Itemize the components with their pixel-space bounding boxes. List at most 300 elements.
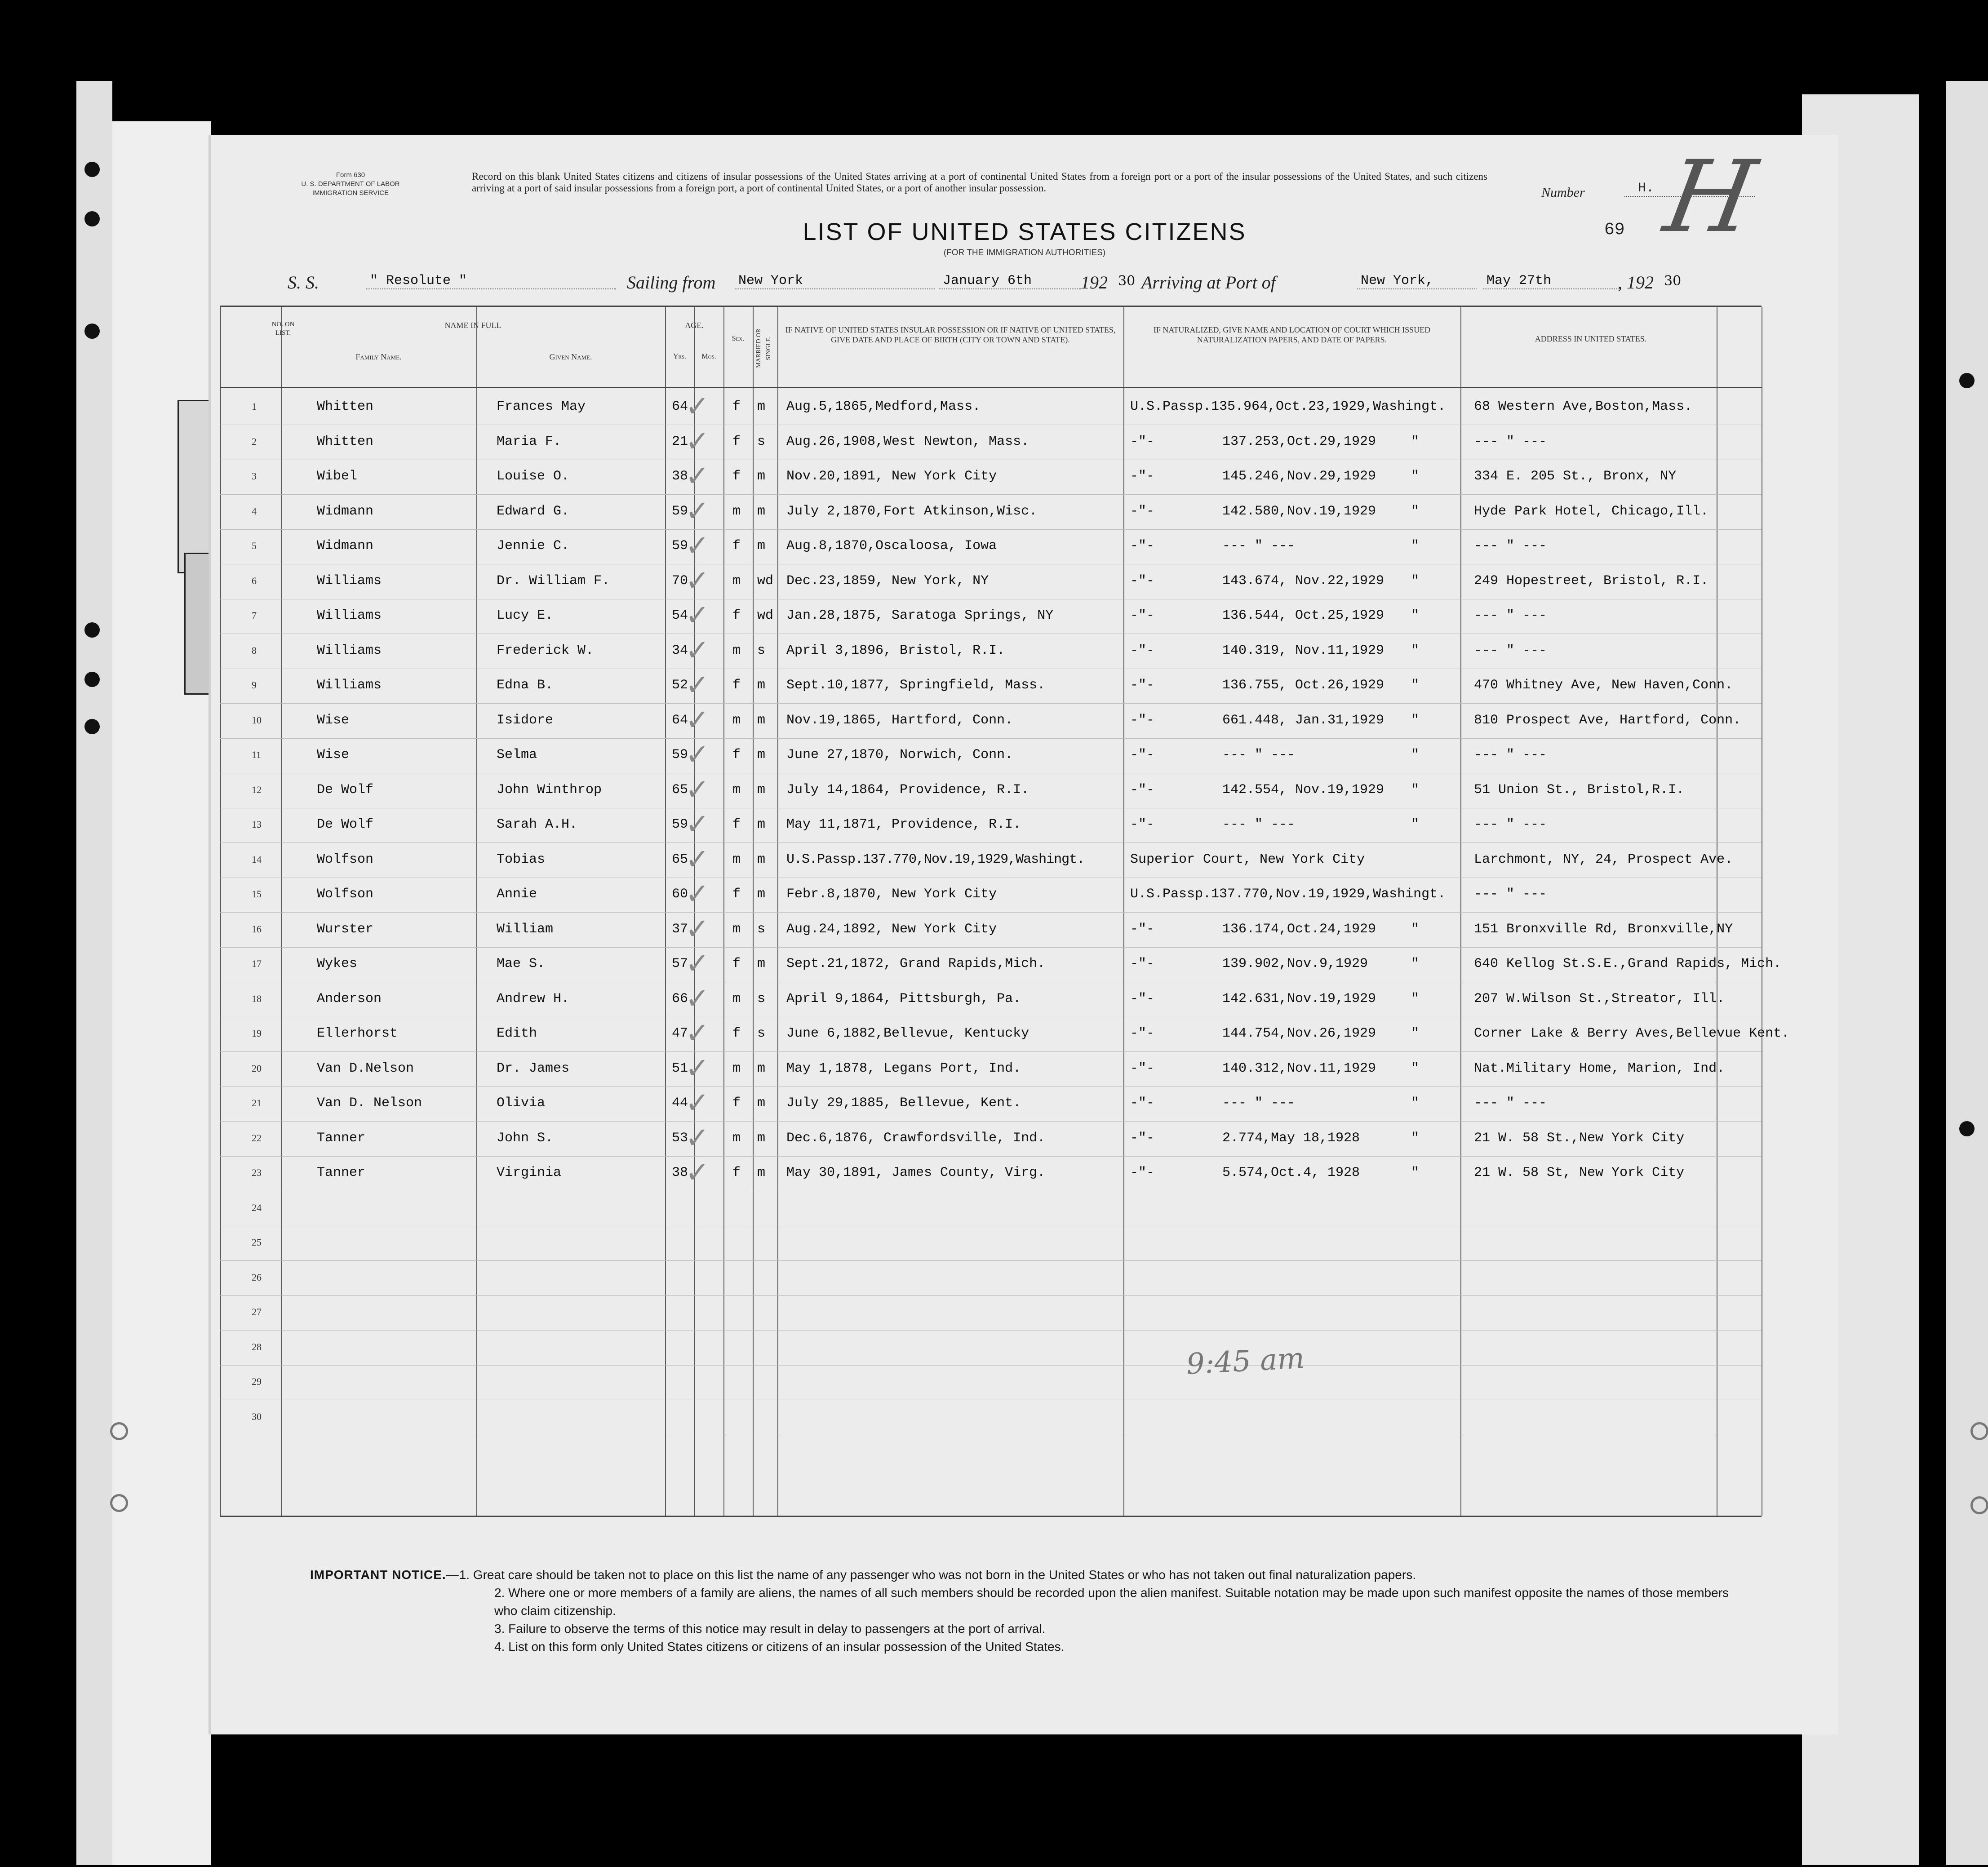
marital-status: s <box>757 434 766 449</box>
binder-hole <box>1959 373 1975 388</box>
address: Hyde Park Hotel, Chicago,Ill. <box>1474 503 1709 519</box>
family-name: De Wolf <box>317 817 374 832</box>
row-number: 28 <box>252 1341 262 1353</box>
check-mark-icon: ✓ <box>685 564 710 598</box>
check-mark-icon: ✓ <box>685 843 710 876</box>
address: 470 Whitney Ave, New Haven,Conn. <box>1474 678 1733 693</box>
manifest-sheet <box>211 135 1838 1734</box>
table-row <box>220 982 1762 1017</box>
ditto-mark: " <box>1411 1026 1420 1041</box>
ditto-mark: " <box>1411 817 1420 832</box>
binder-hole <box>84 622 100 638</box>
form-number: Form 630 <box>336 171 365 179</box>
naturalization-papers: --- " --- <box>1222 538 1296 554</box>
table-row <box>220 1156 1762 1191</box>
address: 151 Bronxville Rd, Bronxville,NY <box>1474 921 1733 937</box>
arriving-label: Arriving at Port of <box>1141 272 1276 293</box>
departure-year: 30 <box>1118 273 1136 289</box>
number-label: Number <box>1541 185 1585 200</box>
check-mark-icon: ✓ <box>685 912 710 946</box>
age-years: 59 <box>672 503 688 519</box>
birth-info: U.S.Passp.137.770,Nov.19,1929,Washingt. <box>786 851 1085 867</box>
ditto-mark: " <box>1411 1130 1420 1146</box>
notice-item-2: 2. Where one or more members of a family are aliens, the names of all such members should be recorded upon the alien manifest. Suitable notation may be made upon such manifest opposite the names of those members who claim citizenship. <box>494 1586 1729 1618</box>
row-number: 18 <box>252 993 262 1004</box>
row-number: 4 <box>252 505 257 517</box>
naturalization-ref: -"- <box>1130 921 1155 937</box>
given-name: Selma <box>497 747 537 763</box>
marital-status: m <box>757 503 766 519</box>
sex: f <box>732 747 741 763</box>
ditto-mark: " <box>1411 1165 1420 1180</box>
family-name: Wolfson <box>317 887 374 902</box>
address: 21 W. 58 St.,New York City <box>1474 1130 1685 1146</box>
age-years: 54 <box>672 608 688 623</box>
given-name: Mae S. <box>497 956 546 971</box>
naturalization-ref: -"- <box>1130 503 1155 519</box>
table-row <box>220 1122 1762 1157</box>
marital-status: m <box>757 817 766 832</box>
birth-info: July 29,1885, Bellevue, Kent. <box>786 1095 1021 1111</box>
table-row <box>220 843 1762 878</box>
row-number: 27 <box>252 1306 262 1317</box>
naturalization-ref: -"- <box>1130 538 1155 554</box>
family-name: Williams <box>317 573 382 589</box>
family-name: Ellerhorst <box>317 1026 398 1041</box>
header-family-name: Family Name. <box>355 352 402 361</box>
birth-info: Aug.24,1892, New York City <box>786 921 997 937</box>
notice-item-3: 3. Failure to observe the terms of this notice may result in delay to passengers at the port of arrival. <box>494 1622 1046 1636</box>
row-number: 9 <box>252 679 257 691</box>
ss-label: S. S. <box>288 272 319 293</box>
age-years: 66 <box>672 991 688 1007</box>
row-number: 13 <box>252 819 262 830</box>
given-name: Olivia <box>497 1095 546 1111</box>
given-name: Frederick W. <box>497 643 594 658</box>
given-name: Louise O. <box>497 469 570 484</box>
address: 207 W.Wilson St.,Streator, Ill. <box>1474 991 1725 1007</box>
row-number: 8 <box>252 644 257 656</box>
sex: m <box>732 782 741 798</box>
row-number: 10 <box>252 714 262 726</box>
header-months: Mos. <box>701 353 716 360</box>
age-years: 37 <box>672 921 688 937</box>
sex: f <box>732 1026 741 1041</box>
address: Nat.Military Home, Marion, Ind. <box>1474 1060 1725 1076</box>
address: --- " --- <box>1474 538 1547 554</box>
row-number: 7 <box>252 610 257 621</box>
notice-lead: IMPORTANT NOTICE.— <box>310 1568 459 1582</box>
sex: f <box>732 956 741 971</box>
birth-info: Febr.8,1870, New York City <box>786 887 997 902</box>
birth-info: May 1,1878, Legans Port, Ind. <box>786 1060 1021 1076</box>
given-name: Edward G. <box>497 503 570 519</box>
handwritten-letter: H <box>1657 139 1764 254</box>
naturalization-ref: -"- <box>1130 608 1155 623</box>
family-name: Williams <box>317 608 382 623</box>
age-years: 52 <box>672 678 688 693</box>
given-name: Dr. James <box>497 1060 570 1076</box>
table-row <box>220 1052 1762 1087</box>
row-number: 20 <box>252 1062 262 1074</box>
check-mark-icon: ✓ <box>685 738 710 772</box>
table-row <box>220 1191 1762 1226</box>
check-mark-icon: ✓ <box>685 773 710 807</box>
address: 334 E. 205 St., Bronx, NY <box>1474 469 1677 484</box>
table-row <box>220 529 1762 564</box>
given-name: Maria F. <box>497 434 562 449</box>
birth-info: Dec.23,1859, New York, NY <box>786 573 989 589</box>
age-years: 44 <box>672 1095 688 1111</box>
sex: m <box>732 1130 741 1146</box>
table-row <box>220 738 1762 773</box>
naturalization-ref: -"- <box>1130 1095 1155 1111</box>
sex: f <box>732 678 741 693</box>
binder-hole <box>84 672 100 687</box>
age-years: 60 <box>672 887 688 902</box>
header-years: Yrs. <box>673 353 686 360</box>
header-age: AGE. <box>685 321 704 330</box>
binder-ring <box>1970 1422 1988 1440</box>
naturalization-papers: 142.580,Nov.19,1929 <box>1222 503 1376 519</box>
header-sex: Sex. <box>732 335 745 342</box>
check-mark-icon: ✓ <box>685 390 710 423</box>
sex: f <box>732 887 741 902</box>
sex: f <box>732 608 741 623</box>
row-number: 23 <box>252 1167 262 1178</box>
naturalization-papers: --- " --- <box>1222 747 1296 763</box>
check-mark-icon: ✓ <box>685 634 710 667</box>
row-number: 22 <box>252 1132 262 1144</box>
page-title: LIST OF UNITED STATES CITIZENS <box>803 218 1247 245</box>
table-row <box>220 1330 1762 1366</box>
naturalization-ref: -"- <box>1130 434 1155 449</box>
marital-status: m <box>757 469 766 484</box>
ditto-mark: " <box>1411 678 1420 693</box>
naturalization-ref: -"- <box>1130 712 1155 728</box>
naturalization-ref: -"- <box>1130 1130 1155 1146</box>
service-name: IMMIGRATION SERVICE <box>312 189 389 197</box>
left-binder-strip <box>76 81 112 1865</box>
marital-status: m <box>757 399 766 414</box>
address: --- " --- <box>1474 608 1547 623</box>
binder-hole <box>84 211 100 226</box>
marital-status: m <box>757 851 766 867</box>
header-birth: IF NATIVE OF UNITED STATES INSULAR POSSESSION OR IF NATIVE OF UNITED STATES, GIVE DATE AND PLACE OF BIRTH (CITY OR TOWN AND STATE). <box>785 325 1116 344</box>
table-row <box>220 390 1762 425</box>
check-mark-icon: ✓ <box>685 703 710 737</box>
check-mark-icon: ✓ <box>685 947 710 980</box>
departure-port: New York <box>735 273 935 289</box>
address: --- " --- <box>1474 434 1547 449</box>
notice-item-1: 1. Great care should be taken not to place on this list the name of any passenger who was not born in the United States or who has not taken out final naturalization papers. <box>459 1568 1416 1582</box>
naturalization-ref: U.S.Passp.137.770,Nov.19,1929,Washingt. <box>1130 887 1446 902</box>
naturalization-ref: -"- <box>1130 956 1155 971</box>
pencil-annotation: 9:45 am <box>1185 1342 1305 1381</box>
departure-date: January 6th <box>939 273 1081 289</box>
ditto-mark: " <box>1411 469 1420 484</box>
birth-info: Jan.28,1875, Saratoga Springs, NY <box>786 608 1054 623</box>
naturalization-ref: -"- <box>1130 747 1155 763</box>
age-years: 34 <box>672 643 688 658</box>
naturalization-papers: 143.674, Nov.22,1929 <box>1222 573 1384 589</box>
marital-status: m <box>757 1095 766 1111</box>
arrival-date: May 27th <box>1483 273 1620 289</box>
table-row <box>220 947 1782 982</box>
check-mark-icon: ✓ <box>685 599 710 632</box>
address: Corner Lake & Berry Aves,Bellevue Kent. <box>1474 1026 1790 1041</box>
sex: f <box>732 538 741 554</box>
given-name: Virginia <box>497 1165 562 1180</box>
family-name: Williams <box>317 643 382 658</box>
age-years: 70 <box>672 573 688 589</box>
family-name: Wibel <box>317 469 358 484</box>
naturalization-ref: -"- <box>1130 678 1155 693</box>
table-row <box>220 1400 1762 1435</box>
check-mark-icon: ✓ <box>685 808 710 841</box>
row-number: 21 <box>252 1097 262 1109</box>
ditto-mark: " <box>1411 782 1420 798</box>
table-row <box>220 669 1762 704</box>
table-row <box>220 495 1762 530</box>
address: --- " --- <box>1474 817 1547 832</box>
family-name: Tanner <box>317 1165 366 1180</box>
binder-hole <box>1959 1121 1975 1136</box>
given-name: Sarah A.H. <box>497 817 578 832</box>
address: 51 Union St., Bristol,R.I. <box>1474 782 1685 798</box>
given-name: John Winthrop <box>497 782 602 798</box>
given-name: Lucy E. <box>497 608 554 623</box>
family-name: Tanner <box>317 1130 366 1146</box>
birth-info: Aug.5,1865,Medford,Mass. <box>786 399 981 414</box>
row-number: 29 <box>252 1376 262 1387</box>
birth-info: Sept.10,1877, Springfield, Mass. <box>786 678 1046 693</box>
sex: m <box>732 643 741 658</box>
row-number: 24 <box>252 1202 262 1213</box>
table-row <box>220 808 1762 843</box>
birth-info: May 30,1891, James County, Virg. <box>786 1165 1046 1180</box>
ditto-mark: " <box>1411 921 1420 937</box>
given-name: Edith <box>497 1026 537 1041</box>
naturalization-papers: 140.312,Nov.11,1929 <box>1222 1060 1376 1076</box>
age-years: 64 <box>672 399 688 414</box>
birth-info: Aug.8,1870,Oscaloosa, Iowa <box>786 538 997 554</box>
age-years: 65 <box>672 782 688 798</box>
table-row <box>220 704 1762 739</box>
check-mark-icon: ✓ <box>685 460 710 493</box>
given-name: Edna B. <box>497 678 554 693</box>
sex: m <box>732 573 741 589</box>
row-number: 16 <box>252 923 262 935</box>
marital-status: m <box>757 747 766 763</box>
given-name: Isidore <box>497 712 554 728</box>
sailing-label: Sailing from <box>627 272 716 293</box>
age-years: 38 <box>672 1165 688 1180</box>
row-number: 2 <box>252 435 257 447</box>
birth-info: Aug.26,1908,West Newton, Mass. <box>786 434 1030 449</box>
given-name: John S. <box>497 1130 554 1146</box>
year-prefix: , 192 <box>1618 272 1654 293</box>
binder-hole <box>84 162 100 177</box>
family-name: Van D.Nelson <box>317 1060 414 1076</box>
row-number: 26 <box>252 1271 262 1283</box>
ditto-mark: " <box>1411 712 1420 728</box>
check-mark-icon: ✓ <box>685 982 710 1016</box>
family-name: Williams <box>317 678 382 693</box>
sex: m <box>732 503 741 519</box>
age-years: 59 <box>672 747 688 763</box>
check-mark-icon: ✓ <box>685 1017 710 1050</box>
age-years: 57 <box>672 956 688 971</box>
family-name: Van D. Nelson <box>317 1095 422 1111</box>
naturalization-ref: -"- <box>1130 991 1155 1007</box>
table-row <box>220 1261 1762 1296</box>
check-mark-icon: ✓ <box>685 529 710 563</box>
marital-status: m <box>757 1165 766 1180</box>
naturalization-papers: 136.755, Oct.26,1929 <box>1222 678 1384 693</box>
birth-info: April 9,1864, Pittsburgh, Pa. <box>786 991 1021 1007</box>
table-row <box>220 1365 1762 1400</box>
row-number: 6 <box>252 575 257 586</box>
address: --- " --- <box>1474 643 1547 658</box>
ditto-mark: " <box>1411 608 1420 623</box>
birth-info: May 11,1871, Providence, R.I. <box>786 817 1021 832</box>
binder-hole <box>84 719 100 734</box>
ditto-mark: " <box>1411 573 1420 589</box>
header-naturalized: IF NATURALIZED, GIVE NAME AND LOCATION OF COURT WHICH ISSUED NATURALIZATION PAPERS, AND DATE OF PAPERS. <box>1153 325 1431 344</box>
family-name: Widmann <box>317 538 374 554</box>
row-number: 11 <box>252 749 262 760</box>
header-name-in-full: NAME IN FULL <box>444 321 501 330</box>
age-years: 47 <box>672 1026 688 1041</box>
naturalization-papers: 2.774,May 18,1928 <box>1222 1130 1360 1146</box>
table-row <box>220 460 1762 495</box>
number-value: H. <box>1624 181 1755 197</box>
age-years: 59 <box>672 538 688 554</box>
age-years: 38 <box>672 469 688 484</box>
naturalization-papers: 142.554, Nov.19,1929 <box>1222 782 1384 798</box>
marital-status: m <box>757 678 766 693</box>
header-given-name: Given Name. <box>549 352 592 361</box>
address: 68 Western Ave,Boston,Mass. <box>1474 399 1693 414</box>
row-number: 15 <box>252 888 262 900</box>
naturalization-papers: 144.754,Nov.26,1929 <box>1222 1026 1376 1041</box>
row-number: 17 <box>252 958 262 969</box>
marital-status: s <box>757 1026 766 1041</box>
address: 249 Hopestreet, Bristol, R.I. <box>1474 573 1709 589</box>
given-name: William <box>497 921 554 937</box>
sex: f <box>732 469 741 484</box>
row-number: 1 <box>252 401 257 412</box>
sex: m <box>732 851 741 867</box>
binder-ring <box>110 1422 128 1440</box>
binder-hole <box>84 324 100 339</box>
naturalization-papers: 139.902,Nov.9,1929 <box>1222 956 1368 971</box>
naturalization-papers: 661.448, Jan.31,1929 <box>1222 712 1384 728</box>
address: 21 W. 58 St, New York City <box>1474 1165 1685 1180</box>
naturalization-ref: -"- <box>1130 817 1155 832</box>
address: 810 Prospect Ave, Hartford, Conn. <box>1474 712 1741 728</box>
table-row <box>220 1086 1762 1122</box>
birth-info: April 3,1896, Bristol, R.I. <box>786 643 1005 658</box>
birth-info: June 6,1882,Bellevue, Kentucky <box>786 1026 1030 1041</box>
birth-info: June 27,1870, Norwich, Conn. <box>786 747 1013 763</box>
record-instructions: Record on this blank United States citizens and citizens of insular possessions of the United States arriving at a port of continental United States from a foreign port or a port of the insular possessions of the United States, and such citizens arriving at a port of said insular possessions from a foreign port, a port of continental United States, or a port of another insular possession. <box>472 171 1487 194</box>
left-inner-strip <box>112 121 211 1865</box>
family-name: Wolfson <box>317 851 374 867</box>
binder-ring <box>110 1494 128 1512</box>
family-name: Wykes <box>317 956 358 971</box>
year-prefix: 192 <box>1081 272 1108 293</box>
naturalization-papers: 145.246,Nov.29,1929 <box>1222 469 1376 484</box>
row-number: 19 <box>252 1028 262 1039</box>
given-name: Jennie C. <box>497 538 570 554</box>
check-mark-icon: ✓ <box>685 669 710 702</box>
table-row <box>220 1226 1762 1261</box>
ship-name: " Resolute " <box>366 273 616 289</box>
table-row <box>220 564 1762 599</box>
age-years: 64 <box>672 712 688 728</box>
naturalization-papers: 142.631,Nov.19,1929 <box>1222 991 1376 1007</box>
ditto-mark: " <box>1411 434 1420 449</box>
check-mark-icon: ✓ <box>685 1121 710 1155</box>
family-name: Widmann <box>317 503 374 519</box>
binder-ring <box>1970 1496 1988 1514</box>
ditto-mark: " <box>1411 956 1420 971</box>
family-name: De Wolf <box>317 782 374 798</box>
row-number: 30 <box>252 1410 262 1422</box>
ditto-mark: " <box>1411 538 1420 554</box>
sex: m <box>732 921 741 937</box>
table-row <box>220 425 1762 460</box>
address: Larchmont, NY, 24, Prospect Ave. <box>1474 851 1733 867</box>
birth-info: July 2,1870,Fort Atkinson,Wisc. <box>786 503 1038 519</box>
naturalization-ref: U.S.Passp.135.964,Oct.23,1929,Washingt. <box>1130 399 1446 414</box>
naturalization-ref: -"- <box>1130 782 1155 798</box>
naturalization-papers: --- " --- <box>1222 817 1296 832</box>
family-name: Whitten <box>317 399 374 414</box>
header-no-on-list: NO. ON LIST. <box>271 321 295 337</box>
page-number: 69 <box>1604 220 1625 239</box>
address: --- " --- <box>1474 1095 1547 1111</box>
naturalization-ref: -"- <box>1130 469 1155 484</box>
marital-status: s <box>757 921 766 937</box>
form-header <box>265 171 436 198</box>
notice-item-4: 4. List on this form only United States citizens or citizens of an insular possession of the United States. <box>494 1640 1065 1654</box>
header-married-single: MARRIED OR SINGLE. <box>755 328 772 368</box>
row-number: 5 <box>252 540 257 551</box>
given-name: Dr. William F. <box>497 573 610 589</box>
naturalization-ref: -"- <box>1130 573 1155 589</box>
sex: f <box>732 817 741 832</box>
table-row <box>220 913 1762 948</box>
check-mark-icon: ✓ <box>685 1086 710 1120</box>
important-notice <box>310 1566 1748 1656</box>
sex: m <box>732 712 741 728</box>
check-mark-icon: ✓ <box>685 878 710 911</box>
naturalization-papers: --- " --- <box>1222 1095 1296 1111</box>
marital-status: s <box>757 643 766 658</box>
address: --- " --- <box>1474 887 1547 902</box>
naturalization-papers: 136.174,Oct.24,1929 <box>1222 921 1376 937</box>
family-name: Whitten <box>317 434 374 449</box>
right-binder-strip <box>1946 81 1988 1865</box>
manifest-table <box>220 306 1790 1517</box>
table-row <box>220 599 1762 634</box>
header-address: ADDRESS IN UNITED STATES. <box>1535 334 1647 343</box>
row-number: 14 <box>252 853 262 865</box>
arrival-port: New York, <box>1357 273 1477 289</box>
